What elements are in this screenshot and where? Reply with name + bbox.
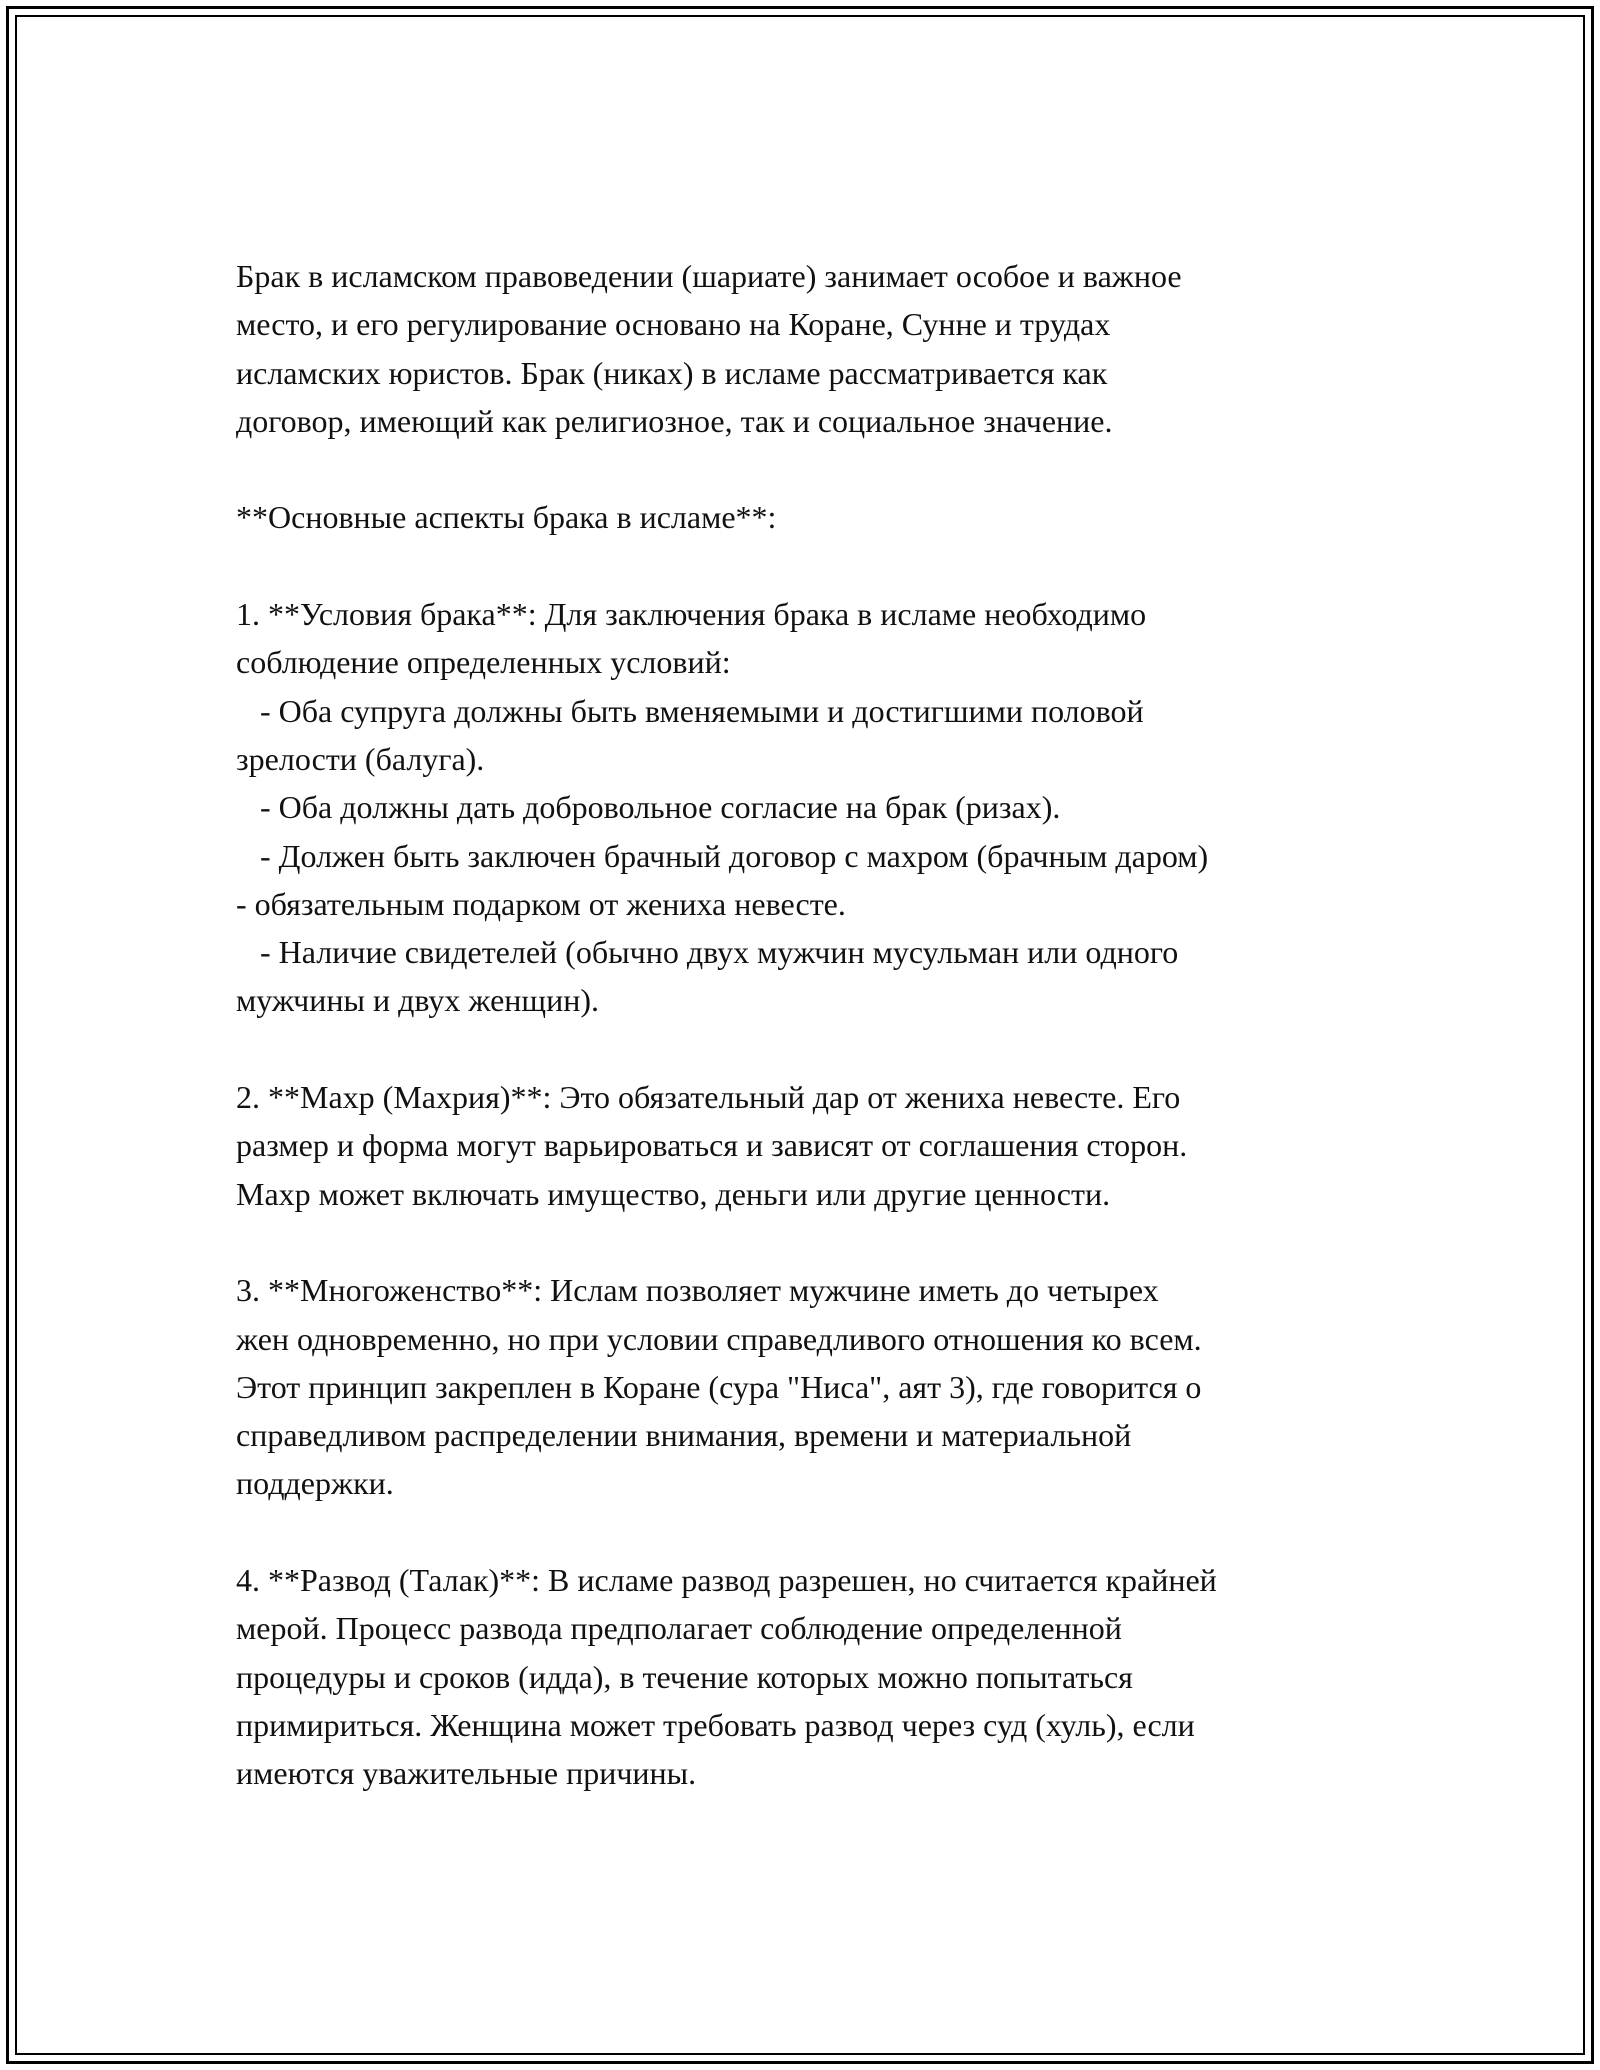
text-line: имеются уважительные причины. (236, 1755, 697, 1792)
blank-line (236, 542, 1366, 590)
text-line: зрелости (балуга). (236, 740, 485, 777)
blank-line (236, 1025, 1366, 1073)
text-line: примириться. Женщина может требовать развод через суд (хуль), если (236, 1706, 1195, 1743)
list-item-3-heading: 3. **Многоженство**: Ислам позволяет мужчине иметь до четырех (236, 1272, 1159, 1309)
list-item-2-heading: 2. **Махр (Махрия)**: Это обязательный дар от жениха невесте. Его (236, 1079, 1181, 1116)
text-line: процедуры и сроков (идда), в течение которых можно попытаться (236, 1658, 1133, 1695)
section-heading: **Основные аспекты брака в исламе**: (236, 499, 777, 536)
sub-bullet: - Должен быть заключен брачный договор с махром (брачным даром) (236, 837, 1209, 874)
text-line: мерой. Процесс развода предполагает соблюдение определенной (236, 1610, 1122, 1647)
list-item-1-heading: 1. **Условия брака**: Для заключения брака в исламе необходимо (236, 596, 1147, 633)
text-line: соблюдение определенных условий: (236, 644, 731, 681)
sub-bullet: - Оба супруга должны быть вменяемыми и достигшими половой (236, 692, 1144, 729)
list-item-4-heading: 4. **Развод (Талак)**: В исламе развод разрешен, но считается крайней (236, 1562, 1217, 1599)
text-line: справедливом распределении внимания, времени и материальной (236, 1417, 1132, 1454)
text-line: договор, имеющий как религиозное, так и социальное значение. (236, 402, 1113, 439)
text-line: мужчины и двух женщин). (236, 982, 599, 1019)
text-line: Махр может включать имущество, деньги или другие ценности. (236, 1175, 1111, 1212)
blank-line (236, 1218, 1366, 1266)
sub-bullet: - Оба должны дать добровольное согласие на брак (ризах). (236, 789, 1061, 826)
text-line: - обязательным подарком от жениха невесте. (236, 885, 846, 922)
document-body (236, 252, 1366, 1798)
sub-bullet: - Наличие свидетелей (обычно двух мужчин мусульман или одного (236, 934, 1179, 971)
text-line: Этот принцип закреплен в Коране (сура "Ниса", аят 3), где говорится о (236, 1368, 1202, 1405)
text-line: жен одновременно, но при условии справедливого отношения ко всем. (236, 1320, 1202, 1357)
blank-line (236, 1508, 1366, 1556)
blank-line (236, 445, 1366, 493)
text-line: размер и форма могут варьироваться и зависят от соглашения сторон. (236, 1127, 1188, 1164)
text-line: Брак в исламском правоведении (шариате) занимает особое и важное (236, 258, 1182, 294)
text-line: место, и его регулирование основано на Коране, Сунне и трудах (236, 306, 1111, 343)
text-line: поддержки. (236, 1465, 394, 1502)
text-line: исламских юристов. Брак (никах) в исламе рассматривается как (236, 354, 1108, 391)
